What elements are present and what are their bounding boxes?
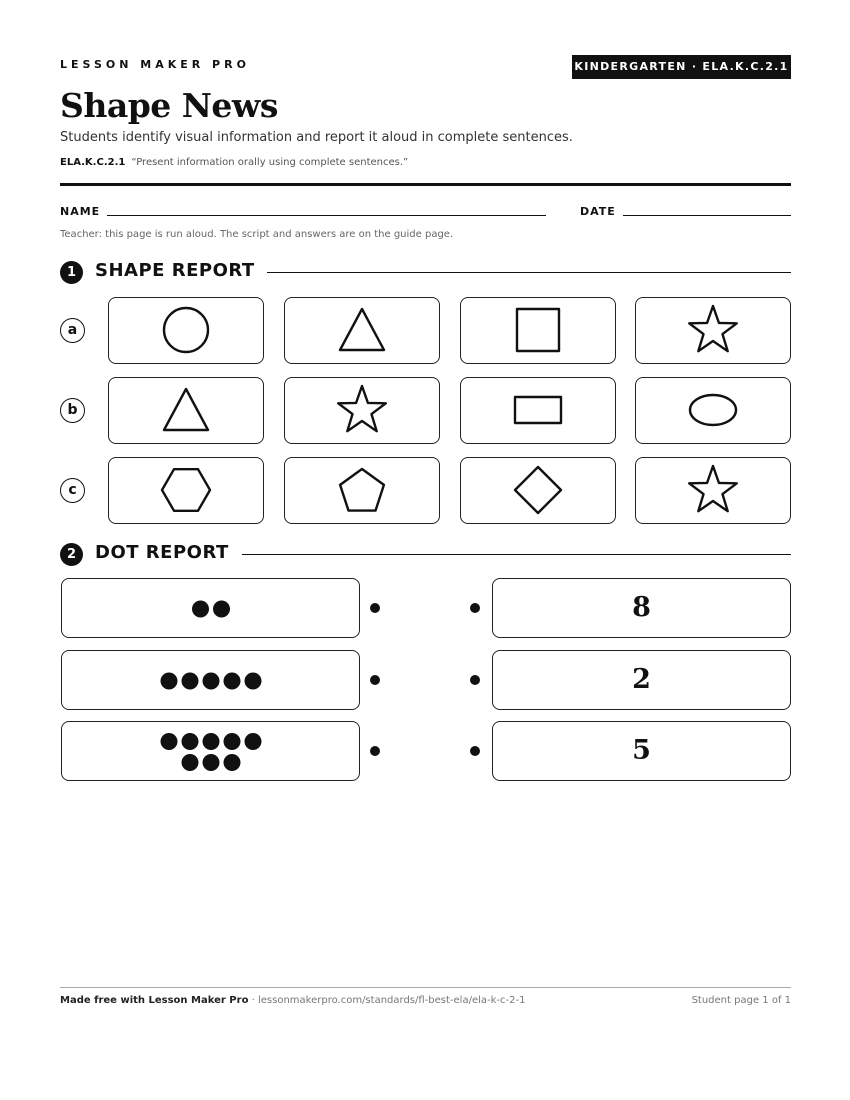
date-label: DATE: [580, 205, 616, 218]
left-connector-dot[interactable]: [370, 675, 380, 685]
shape-card-a-1[interactable]: [108, 297, 264, 364]
oval-icon: [636, 378, 792, 445]
dot: [245, 733, 262, 750]
dot: [203, 733, 220, 750]
rectangle-shape-icon: [515, 397, 561, 423]
header-divider: [60, 183, 791, 186]
shape-card-c-2[interactable]: [284, 457, 440, 524]
dot-group-icon: [62, 651, 361, 711]
rectangle-icon: [461, 378, 617, 445]
star-icon: [636, 458, 792, 525]
right-connector-dot[interactable]: [470, 603, 480, 613]
star-shape-icon: [689, 466, 737, 511]
footer-page-number: Student page 1 of 1: [691, 995, 791, 1006]
dot-group-icon: [62, 722, 361, 782]
section-2-number: 2: [60, 543, 83, 566]
number-card-1[interactable]: 8: [492, 578, 791, 638]
left-connector-dot[interactable]: [370, 603, 380, 613]
dot-card-1[interactable]: [61, 578, 360, 638]
right-connector-dot[interactable]: [470, 675, 480, 685]
teacher-note: Teacher: this page is run aloud. The script and answers are on the guide page.: [60, 229, 454, 240]
standard-reference: [60, 157, 408, 168]
star-shape-icon: [338, 386, 386, 431]
row-letter-b: b: [60, 398, 85, 423]
page-subtitle: Students identify visual information and report it aloud in complete sentences.: [60, 130, 573, 145]
hexagon-shape-icon: [162, 469, 210, 511]
standard-code: ELA.K.C.2.1: [60, 157, 126, 168]
name-field[interactable]: [107, 215, 546, 216]
dot: [224, 754, 241, 771]
name-label: NAME: [60, 205, 101, 218]
section-1-title: SHAPE REPORT: [95, 260, 255, 281]
footer-made-with: Made free with Lesson Maker Pro: [60, 995, 249, 1006]
dot: [245, 673, 262, 690]
dot-group-icon: [62, 579, 361, 639]
pentagon-icon: [285, 458, 441, 525]
dot: [161, 673, 178, 690]
square-icon: [461, 298, 617, 365]
shape-card-c-4[interactable]: [635, 457, 791, 524]
star-shape-icon: [689, 306, 737, 351]
star-icon: [285, 378, 441, 445]
section-1-number: 1: [60, 261, 83, 284]
dot: [203, 673, 220, 690]
dot: [224, 673, 241, 690]
pentagon-shape-icon: [340, 469, 384, 511]
right-connector-dot[interactable]: [470, 746, 480, 756]
shape-card-c-1[interactable]: [108, 457, 264, 524]
dot: [182, 733, 199, 750]
triangle-icon: [285, 298, 441, 365]
shape-card-b-4[interactable]: [635, 377, 791, 444]
footer-url[interactable]: · lessonmakerpro.com/standards/fl-best-ela/ela-k-c-2-1: [248, 995, 526, 1006]
dot-card-2[interactable]: [61, 650, 360, 710]
triangle-icon: [109, 378, 265, 445]
page-title: Shape News: [60, 86, 278, 125]
section-1-rule: [267, 272, 791, 273]
dot-card-3[interactable]: [61, 721, 360, 781]
footer-divider: [60, 987, 791, 988]
circle-icon: [109, 298, 265, 365]
shape-card-b-2[interactable]: [284, 377, 440, 444]
number-card-3[interactable]: 5: [492, 721, 791, 781]
diamond-icon: [461, 458, 617, 525]
diamond-shape-icon: [515, 467, 561, 513]
star-icon: [636, 298, 792, 365]
row-letter-a: a: [60, 318, 85, 343]
triangle-shape-icon: [340, 309, 384, 350]
dot: [161, 733, 178, 750]
dot: [182, 673, 199, 690]
dot: [192, 601, 209, 618]
number-card-2[interactable]: 2: [492, 650, 791, 710]
footer-credit: [60, 995, 525, 1006]
section-2-title: DOT REPORT: [95, 542, 229, 563]
square-shape-icon: [517, 309, 559, 351]
circle-shape-icon: [164, 308, 208, 352]
standard-quote: “Present information orally using complete sentences.”: [131, 157, 409, 168]
dot: [213, 601, 230, 618]
date-field[interactable]: [623, 215, 791, 216]
triangle-shape-icon: [164, 389, 208, 430]
shape-card-a-4[interactable]: [635, 297, 791, 364]
shape-card-a-2[interactable]: [284, 297, 440, 364]
shape-card-c-3[interactable]: [460, 457, 616, 524]
shape-card-b-1[interactable]: [108, 377, 264, 444]
dot: [182, 754, 199, 771]
dot: [203, 754, 220, 771]
row-letter-c: c: [60, 478, 85, 503]
dot: [224, 733, 241, 750]
hexagon-icon: [109, 458, 265, 525]
shape-card-b-3[interactable]: [460, 377, 616, 444]
brand-name: LESSON MAKER PRO: [60, 58, 250, 71]
left-connector-dot[interactable]: [370, 746, 380, 756]
shape-card-a-3[interactable]: [460, 297, 616, 364]
section-2-rule: [242, 554, 791, 555]
grade-standard-badge: KINDERGARTEN · ELA.K.C.2.1: [572, 55, 791, 79]
oval-shape-icon: [690, 395, 736, 425]
